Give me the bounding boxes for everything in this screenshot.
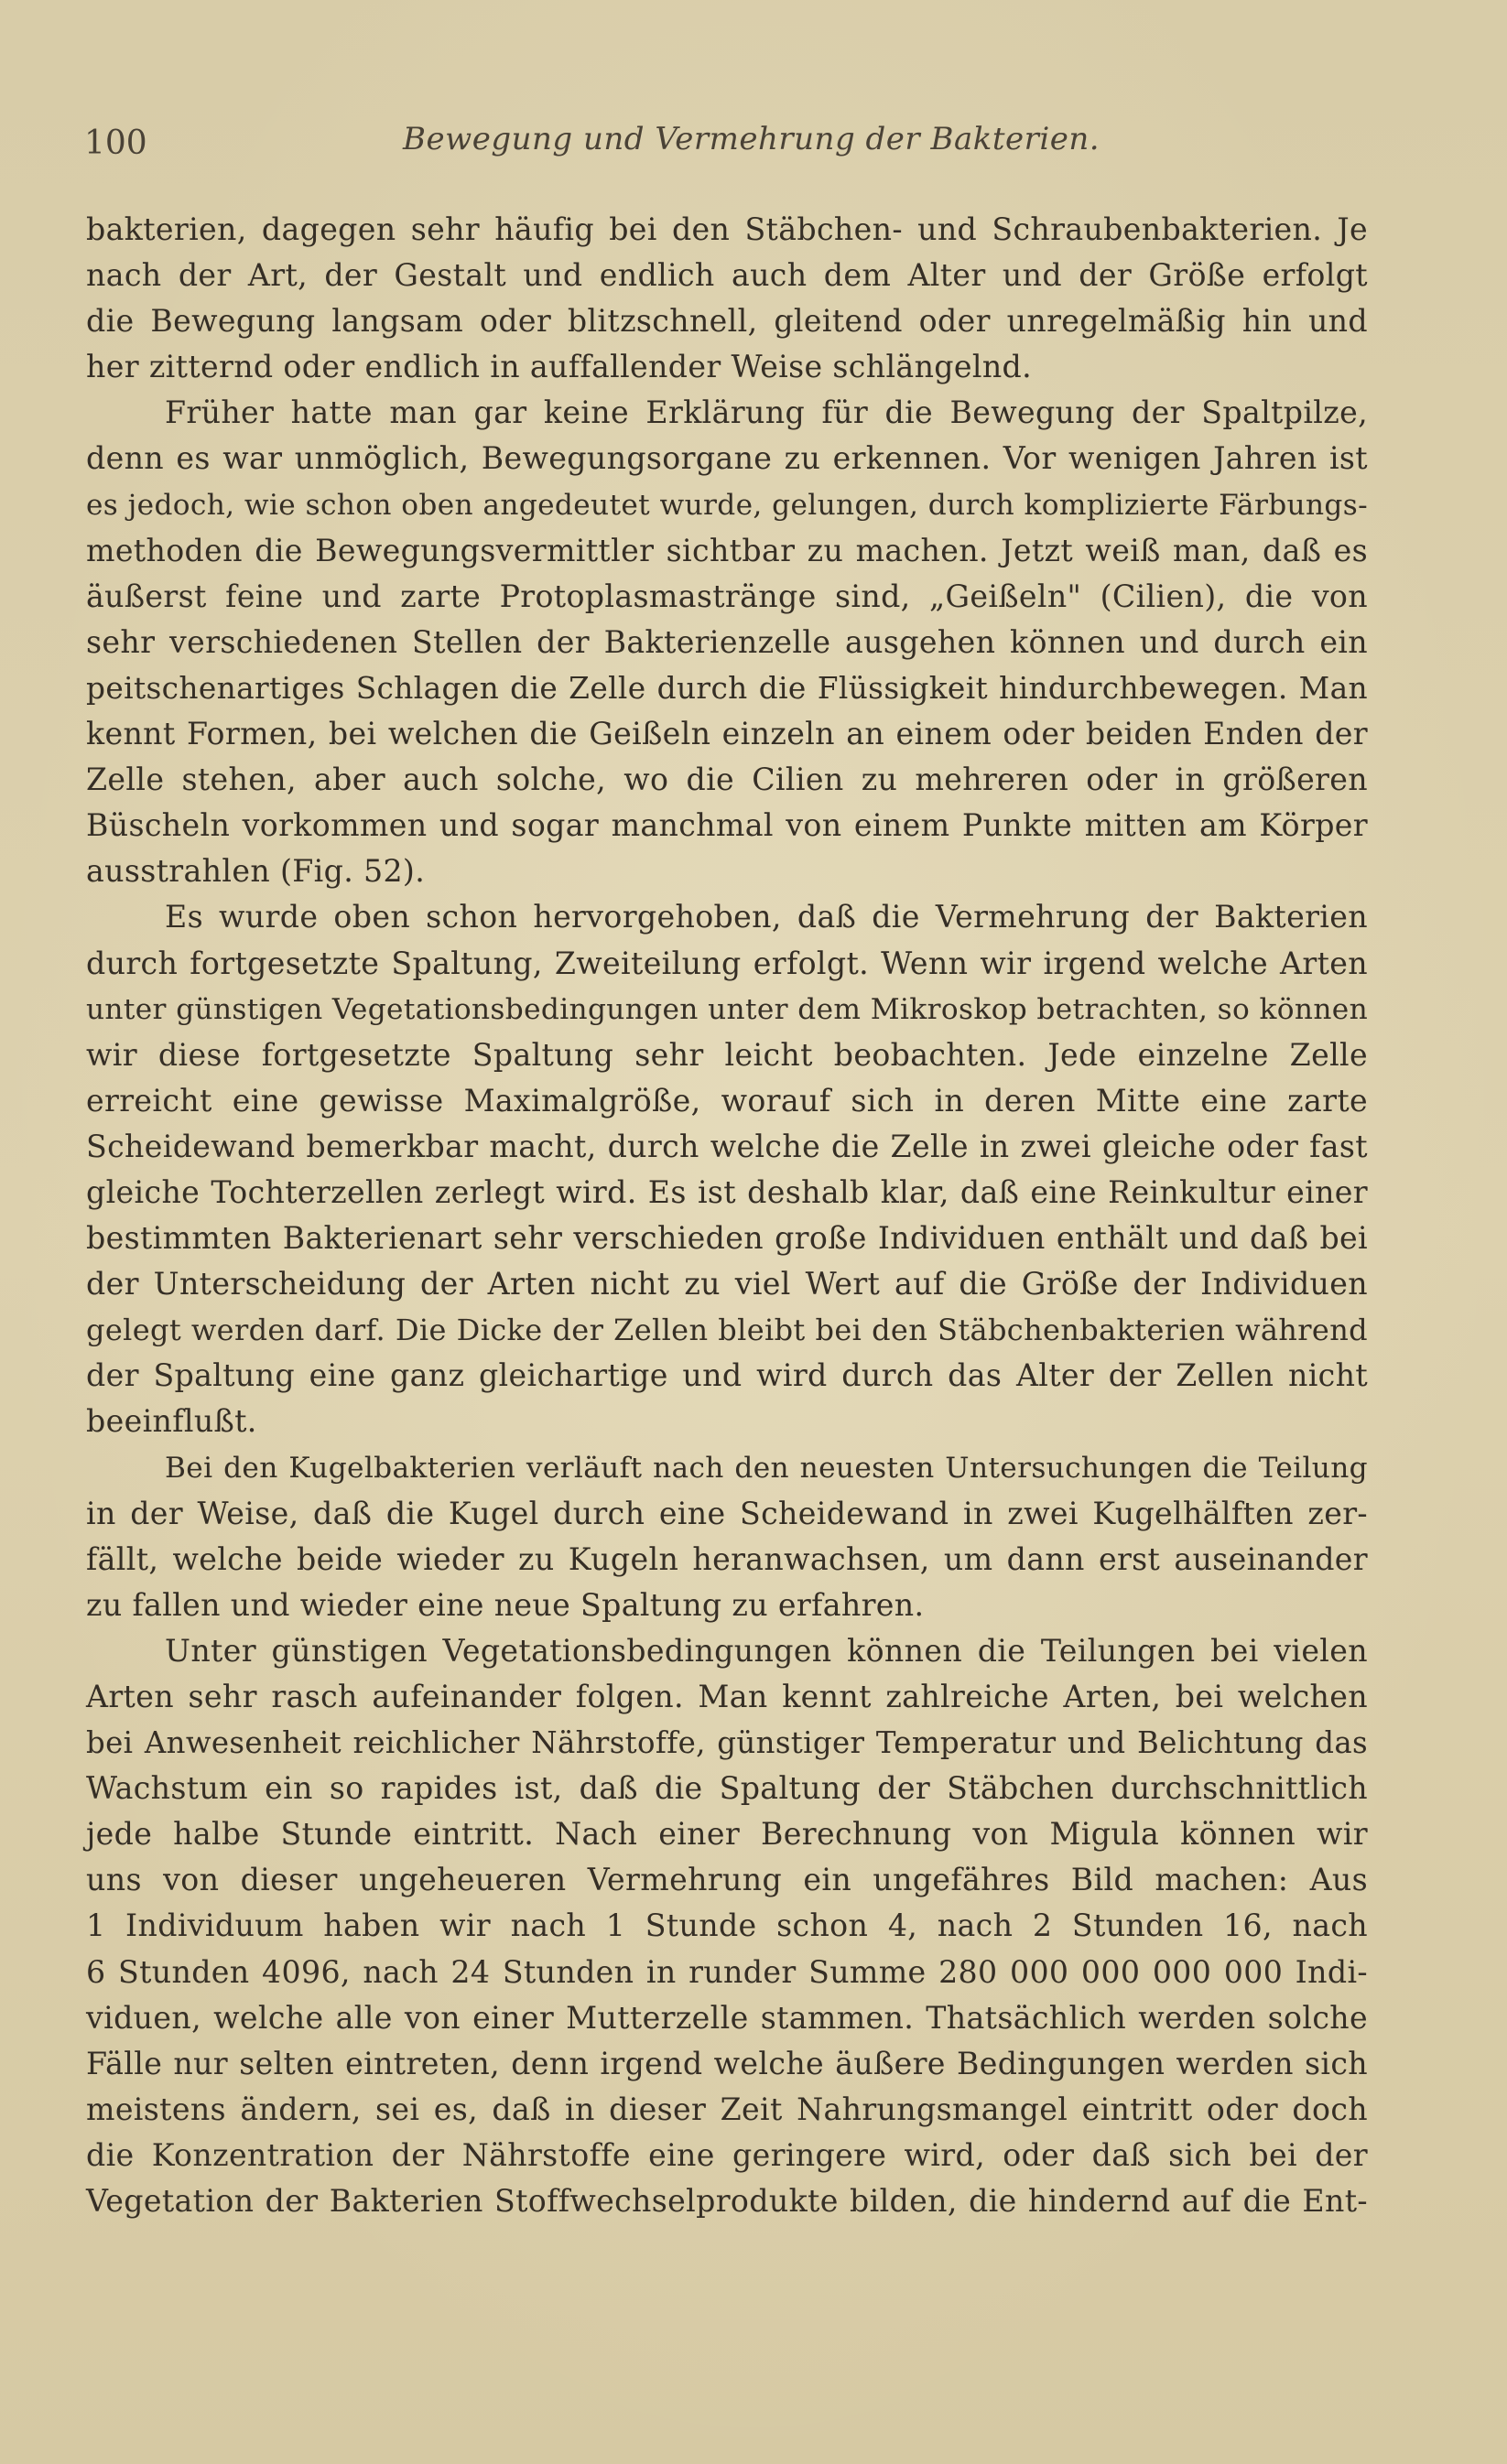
text-line: Es wurde oben schon hervorgehoben, daß die Vermehrung der Bakterien — [165, 899, 1368, 935]
text-line: der Unterscheidung der Arten nicht zu viel Wert auf die Größe der Individuen — [86, 1266, 1368, 1302]
text-line: methoden die Bewegungsvermittler sichtbar zu machen. Jetzt weiß man, daß es — [86, 532, 1368, 568]
text-line: beeinflußt. — [86, 1403, 257, 1440]
text-line: in der Weise, daß die Kugel durch eine Scheidewand in zwei Kugelhälften zer- — [86, 1495, 1368, 1531]
text-line: 6 Stunden 4096, nach 24 Stunden in runder Summe 280 000 000 000 000 Indi- — [86, 1953, 1368, 1990]
text-line: meistens ändern, sei es, daß in dieser Zeit Nahrungsmangel eintritt oder doch — [86, 2091, 1368, 2127]
text-line: ausstrahlen (Fig. 52). — [86, 853, 426, 890]
text-line: äußerst feine und zarte Protoplasmastränge sind, „Geißeln" (Cilien), die von — [86, 578, 1368, 614]
text-line: durch fortgesetzte Spaltung, Zweiteilung erfolgt. Wenn wir irgend welche Arten — [86, 945, 1368, 981]
text-line: bakterien, dagegen sehr häufig bei den Stäbchen- und Schraubenbakterien. Je — [86, 211, 1368, 247]
text-line: nach der Art, der Gestalt und endlich auch dem Alter und der Größe erfolgt — [86, 257, 1368, 294]
text-line: sehr verschiedenen Stellen der Bakterienzelle ausgehen können und durch ein — [86, 623, 1368, 660]
text-line: gleiche Tochterzellen zerlegt wird. Es ist deshalb klar, daß eine Reinkultur einer — [86, 1173, 1368, 1210]
running-title: Bewegung und Vermehrung der Bakterien. — [403, 121, 1100, 157]
text-line: Früher hatte man gar keine Erklärung für die Bewegung der Spaltpilze, — [165, 394, 1368, 431]
text-line: 1 Individuum haben wir nach 1 Stunde schon 4, nach 2 Stunden 16, nach — [86, 1907, 1368, 1944]
text-line: viduen, welche alle von einer Mutterzelle stammen. Thatsächlich werden solche — [86, 1999, 1368, 2036]
text-line: jede halbe Stunde eintritt. Nach einer Berechnung von Migula können wir — [86, 1816, 1368, 1853]
text-line: denn es war unmöglich, Bewegungsorgane zu erkennen. Vor wenigen Jahren ist — [86, 440, 1368, 477]
text-line: Büscheln vorkommen und sogar manchmal von einem Punkte mitten am Körper — [86, 807, 1368, 844]
text-line: erreicht eine gewisse Maximalgröße, worauf sich in deren Mitte eine zarte — [86, 1082, 1368, 1119]
text-line: unter günstigen Vegetationsbedingungen unter dem Mikroskop betrachten, so können — [86, 992, 1368, 1026]
text-line: Wachstum ein so rapides ist, daß die Spaltung der Stäbchen durchschnittlich — [86, 1770, 1368, 1807]
text-line: es jedoch, wie schon oben angedeutet wurde, gelungen, durch komplizierte Färbungs- — [86, 488, 1368, 522]
text-line: Zelle stehen, aber auch solche, wo die Cilien zu mehreren oder in größeren — [86, 762, 1368, 798]
text-line: Arten sehr rasch aufeinander folgen. Man kennt zahlreiche Arten, bei welchen — [86, 1679, 1368, 1714]
page-number: 100 — [84, 124, 147, 162]
text-line: peitschenartiges Schlagen die Zelle durch die Flüssigkeit hindurchbewegen. Man — [86, 670, 1368, 706]
text-line: fällt, welche beide wieder zu Kugeln heranwachsen, um dann erst auseinander — [86, 1540, 1368, 1577]
text-line: wir diese fortgesetzte Spaltung sehr leicht beobachten. Jede einzelne Zelle — [86, 1036, 1368, 1073]
body-text — [86, 207, 1368, 2224]
text-line: uns von dieser ungeheueren Vermehrung ein ungefähres Bild machen: Aus — [86, 1862, 1368, 1898]
text-line: bei Anwesenheit reichlicher Nährstoffe, günstiger Temperatur und Belichtung das — [86, 1725, 1368, 1761]
page-header — [84, 117, 1366, 172]
text-line: bestimmten Bakterienart sehr verschieden große Individuen enthält und daß bei — [86, 1220, 1368, 1257]
text-line: Scheidewand bemerkbar macht, durch welche die Zelle in zwei gleiche oder fast — [86, 1128, 1368, 1164]
text-line: die Konzentration der Nährstoffe eine geringere wird, oder daß sich bei der — [86, 2136, 1368, 2173]
text-line: her zitternd oder endlich in auffallender Weise schlängelnd. — [86, 349, 1033, 385]
text-line: Unter günstigen Vegetationsbedingungen können die Teilungen bei vielen — [165, 1632, 1368, 1669]
text-line: Fälle nur selten eintreten, denn irgend welche äußere Bedingungen werden sich — [86, 2045, 1368, 2081]
text-line: gelegt werden darf. Die Dicke der Zellen bleibt bei den Stäbchenbakterien während — [86, 1313, 1368, 1348]
text-line: kennt Formen, bei welchen die Geißeln einzeln an einem oder beiden Enden der — [86, 716, 1368, 752]
text-line: Vegetation der Bakterien Stoffwechselprodukte bilden, die hindernd auf die Ent- — [86, 2183, 1368, 2220]
text-line: der Spaltung eine ganz gleichartige und wird durch das Alter der Zellen nicht — [86, 1357, 1368, 1394]
text-line: die Bewegung langsam oder blitzschnell, gleitend oder unregelmäßig hin und — [86, 303, 1368, 340]
text-line: zu fallen und wieder eine neue Spaltung zu erfahren. — [86, 1586, 925, 1623]
text-line: Bei den Kugelbakterien verläuft nach den neuesten Untersuchungen die Teilung — [165, 1451, 1368, 1485]
